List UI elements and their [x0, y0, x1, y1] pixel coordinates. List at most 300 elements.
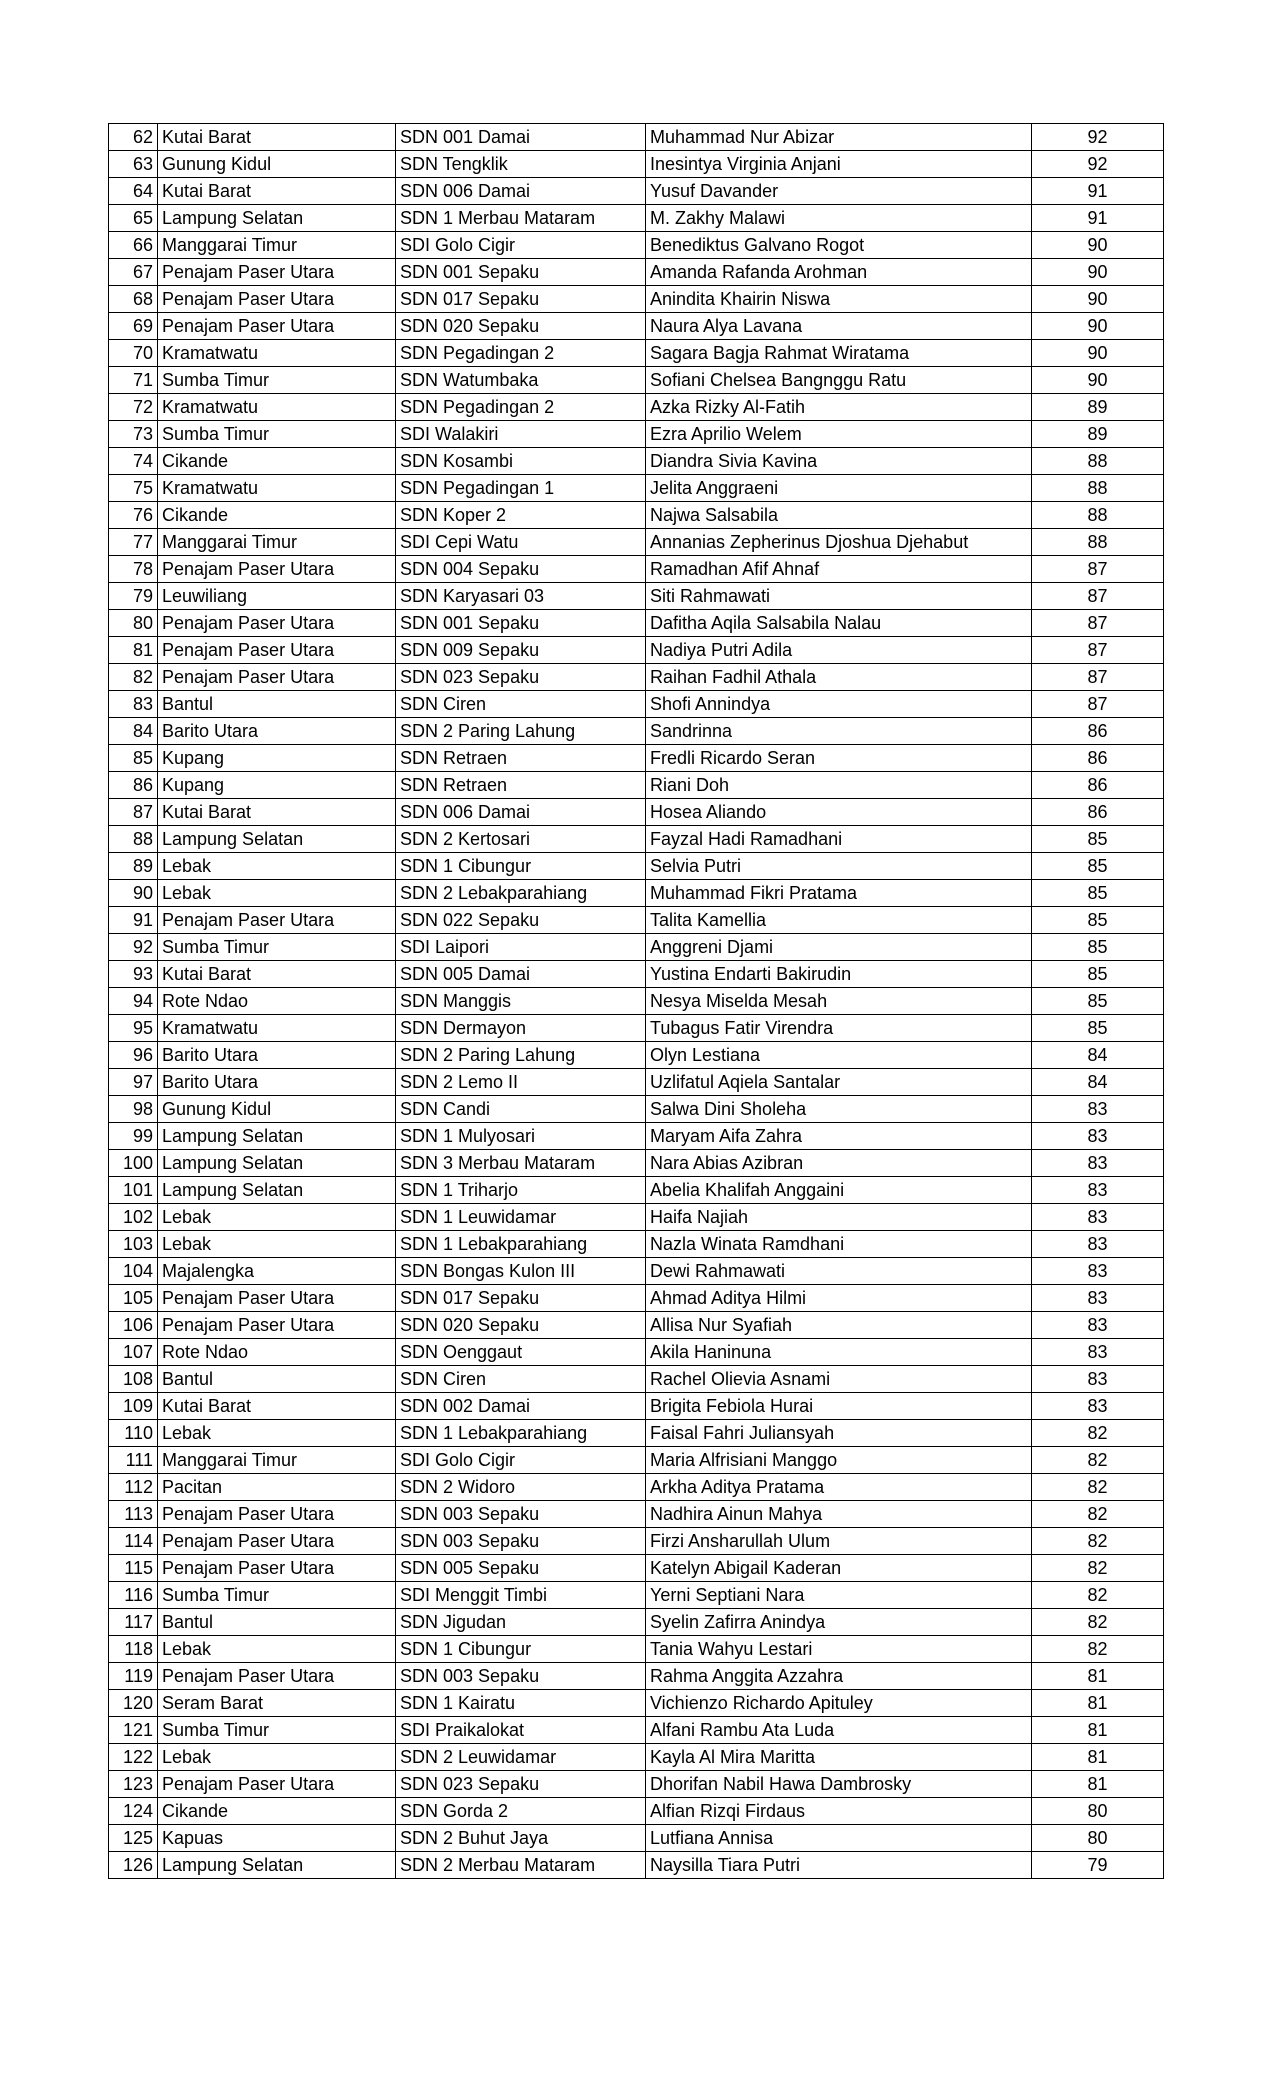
table-row	[109, 826, 1164, 853]
table-row	[109, 637, 1164, 664]
score-cell: 85	[1032, 880, 1164, 907]
score-cell: 87	[1032, 583, 1164, 610]
row-number: 87	[109, 799, 158, 826]
score-cell: 92	[1032, 151, 1164, 178]
table-row	[109, 1474, 1164, 1501]
student-name-cell: Nadhira Ainun Mahya	[646, 1501, 1032, 1528]
student-name-cell: Maria Alfrisiani Manggo	[646, 1447, 1032, 1474]
score-cell: 82	[1032, 1609, 1164, 1636]
student-name-cell: Lutfiana Annisa	[646, 1825, 1032, 1852]
school-cell: SDN 1 Kairatu	[396, 1690, 646, 1717]
table-row	[109, 961, 1164, 988]
score-cell: 83	[1032, 1285, 1164, 1312]
table-row	[109, 745, 1164, 772]
student-name-cell: Vichienzo Richardo Apituley	[646, 1690, 1032, 1717]
student-name-cell: Jelita Anggraeni	[646, 475, 1032, 502]
table-row	[109, 1501, 1164, 1528]
region-cell: Lebak	[158, 853, 396, 880]
region-cell: Penajam Paser Utara	[158, 1771, 396, 1798]
score-cell: 86	[1032, 799, 1164, 826]
score-cell: 90	[1032, 340, 1164, 367]
row-number: 102	[109, 1204, 158, 1231]
table-row	[109, 313, 1164, 340]
row-number: 111	[109, 1447, 158, 1474]
school-cell: SDN 1 Lebakparahiang	[396, 1231, 646, 1258]
row-number: 82	[109, 664, 158, 691]
row-number: 78	[109, 556, 158, 583]
score-cell: 83	[1032, 1096, 1164, 1123]
school-cell: SDI Praikalokat	[396, 1717, 646, 1744]
region-cell: Leuwiliang	[158, 583, 396, 610]
row-number: 104	[109, 1258, 158, 1285]
table-row	[109, 151, 1164, 178]
region-cell: Penajam Paser Utara	[158, 610, 396, 637]
table-row	[109, 853, 1164, 880]
row-number: 74	[109, 448, 158, 475]
region-cell: Kramatwatu	[158, 1015, 396, 1042]
region-cell: Gunung Kidul	[158, 1096, 396, 1123]
region-cell: Lampung Selatan	[158, 826, 396, 853]
table-row	[109, 502, 1164, 529]
table-row	[109, 1366, 1164, 1393]
score-cell: 85	[1032, 934, 1164, 961]
region-cell: Sumba Timur	[158, 367, 396, 394]
school-cell: SDN 006 Damai	[396, 799, 646, 826]
score-cell: 84	[1032, 1069, 1164, 1096]
region-cell: Barito Utara	[158, 1069, 396, 1096]
table-row	[109, 1123, 1164, 1150]
region-cell: Lampung Selatan	[158, 1123, 396, 1150]
school-cell: SDN 022 Sepaku	[396, 907, 646, 934]
school-cell: SDN 005 Damai	[396, 961, 646, 988]
row-number: 123	[109, 1771, 158, 1798]
student-name-cell: Katelyn Abigail Kaderan	[646, 1555, 1032, 1582]
table-row	[109, 1042, 1164, 1069]
score-cell: 88	[1032, 502, 1164, 529]
score-cell: 82	[1032, 1474, 1164, 1501]
region-cell: Cikande	[158, 448, 396, 475]
score-cell: 83	[1032, 1258, 1164, 1285]
school-cell: SDN 020 Sepaku	[396, 313, 646, 340]
school-cell: SDN 3 Merbau Mataram	[396, 1150, 646, 1177]
row-number: 68	[109, 286, 158, 313]
row-number: 115	[109, 1555, 158, 1582]
row-number: 97	[109, 1069, 158, 1096]
school-cell: SDN 2 Lebakparahiang	[396, 880, 646, 907]
score-cell: 82	[1032, 1501, 1164, 1528]
region-cell: Sumba Timur	[158, 1717, 396, 1744]
table-row	[109, 1258, 1164, 1285]
region-cell: Penajam Paser Utara	[158, 907, 396, 934]
row-number: 94	[109, 988, 158, 1015]
school-cell: SDN 003 Sepaku	[396, 1528, 646, 1555]
score-cell: 91	[1032, 205, 1164, 232]
student-name-cell: Inesintya Virginia Anjani	[646, 151, 1032, 178]
row-number: 116	[109, 1582, 158, 1609]
region-cell: Penajam Paser Utara	[158, 1285, 396, 1312]
school-cell: SDN 017 Sepaku	[396, 286, 646, 313]
row-number: 76	[109, 502, 158, 529]
region-cell: Penajam Paser Utara	[158, 664, 396, 691]
table-row	[109, 1636, 1164, 1663]
school-cell: SDN 004 Sepaku	[396, 556, 646, 583]
school-cell: SDN Pegadingan 2	[396, 394, 646, 421]
table-row	[109, 583, 1164, 610]
table-row	[109, 718, 1164, 745]
school-cell: SDN 003 Sepaku	[396, 1501, 646, 1528]
row-number: 117	[109, 1609, 158, 1636]
table-row	[109, 259, 1164, 286]
school-cell: SDN 002 Damai	[396, 1393, 646, 1420]
region-cell: Kupang	[158, 772, 396, 799]
table-row	[109, 421, 1164, 448]
table-row	[109, 340, 1164, 367]
score-cell: 86	[1032, 745, 1164, 772]
score-cell: 87	[1032, 637, 1164, 664]
student-name-cell: Tubagus Fatir Virendra	[646, 1015, 1032, 1042]
student-name-cell: Naysilla Tiara Putri	[646, 1852, 1032, 1879]
region-cell: Lampung Selatan	[158, 1177, 396, 1204]
region-cell: Lebak	[158, 1420, 396, 1447]
row-number: 83	[109, 691, 158, 718]
score-cell: 87	[1032, 691, 1164, 718]
table-row	[109, 988, 1164, 1015]
student-name-cell: Haifa Najiah	[646, 1204, 1032, 1231]
school-cell: SDN Manggis	[396, 988, 646, 1015]
school-cell: SDN Kosambi	[396, 448, 646, 475]
row-number: 86	[109, 772, 158, 799]
region-cell: Lebak	[158, 1744, 396, 1771]
table-row	[109, 610, 1164, 637]
score-cell: 84	[1032, 1042, 1164, 1069]
row-number: 101	[109, 1177, 158, 1204]
student-name-cell: Dewi Rahmawati	[646, 1258, 1032, 1285]
school-cell: SDN 2 Widoro	[396, 1474, 646, 1501]
student-name-cell: Brigita Febiola Hurai	[646, 1393, 1032, 1420]
table-row	[109, 475, 1164, 502]
student-name-cell: Arkha Aditya Pratama	[646, 1474, 1032, 1501]
student-name-cell: Ramadhan Afif Ahnaf	[646, 556, 1032, 583]
table-row	[109, 1420, 1164, 1447]
region-cell: Cikande	[158, 1798, 396, 1825]
table-row	[109, 1744, 1164, 1771]
school-cell: SDN Ciren	[396, 691, 646, 718]
row-number: 98	[109, 1096, 158, 1123]
row-number: 62	[109, 124, 158, 151]
student-name-cell: Sandrinna	[646, 718, 1032, 745]
row-number: 75	[109, 475, 158, 502]
region-cell: Sumba Timur	[158, 1582, 396, 1609]
region-cell: Kutai Barat	[158, 799, 396, 826]
school-cell: SDN Dermayon	[396, 1015, 646, 1042]
score-cell: 83	[1032, 1231, 1164, 1258]
school-cell: SDN 2 Kertosari	[396, 826, 646, 853]
student-name-cell: Olyn Lestiana	[646, 1042, 1032, 1069]
row-number: 66	[109, 232, 158, 259]
table-row	[109, 1150, 1164, 1177]
school-cell: SDN 1 Mulyosari	[396, 1123, 646, 1150]
student-name-cell: Ezra Aprilio Welem	[646, 421, 1032, 448]
table-row	[109, 1393, 1164, 1420]
region-cell: Bantul	[158, 691, 396, 718]
score-cell: 85	[1032, 1015, 1164, 1042]
student-name-cell: Azka Rizky Al-Fatih	[646, 394, 1032, 421]
row-number: 121	[109, 1717, 158, 1744]
region-cell: Rote Ndao	[158, 1339, 396, 1366]
school-cell: SDN Pegadingan 1	[396, 475, 646, 502]
row-number: 106	[109, 1312, 158, 1339]
table-row	[109, 124, 1164, 151]
row-number: 81	[109, 637, 158, 664]
region-cell: Kutai Barat	[158, 178, 396, 205]
table-row	[109, 907, 1164, 934]
score-cell: 83	[1032, 1312, 1164, 1339]
row-number: 93	[109, 961, 158, 988]
student-name-cell: Yerni Septiani Nara	[646, 1582, 1032, 1609]
student-name-cell: Maryam Aifa Zahra	[646, 1123, 1032, 1150]
table-row	[109, 934, 1164, 961]
region-cell: Kapuas	[158, 1825, 396, 1852]
student-name-cell: Raihan Fadhil Athala	[646, 664, 1032, 691]
row-number: 70	[109, 340, 158, 367]
student-name-cell: Amanda Rafanda Arohman	[646, 259, 1032, 286]
row-number: 84	[109, 718, 158, 745]
table-row	[109, 664, 1164, 691]
table-row	[109, 529, 1164, 556]
student-name-cell: Siti Rahmawati	[646, 583, 1032, 610]
student-name-cell: Dhorifan Nabil Hawa Dambrosky	[646, 1771, 1032, 1798]
school-cell: SDN Ciren	[396, 1366, 646, 1393]
school-cell: SDI Cepi Watu	[396, 529, 646, 556]
school-cell: SDN Tengklik	[396, 151, 646, 178]
row-number: 71	[109, 367, 158, 394]
region-cell: Kutai Barat	[158, 124, 396, 151]
row-number: 124	[109, 1798, 158, 1825]
table-row	[109, 448, 1164, 475]
row-number: 113	[109, 1501, 158, 1528]
student-name-cell: Ahmad Aditya Hilmi	[646, 1285, 1032, 1312]
row-number: 73	[109, 421, 158, 448]
student-name-cell: Nadiya Putri Adila	[646, 637, 1032, 664]
score-cell: 81	[1032, 1771, 1164, 1798]
region-cell: Penajam Paser Utara	[158, 286, 396, 313]
school-cell: SDN Pegadingan 2	[396, 340, 646, 367]
score-cell: 90	[1032, 367, 1164, 394]
school-cell: SDN 001 Sepaku	[396, 610, 646, 637]
row-number: 90	[109, 880, 158, 907]
school-cell: SDN 023 Sepaku	[396, 664, 646, 691]
school-cell: SDN 001 Damai	[396, 124, 646, 151]
table-row	[109, 1582, 1164, 1609]
table-row	[109, 1015, 1164, 1042]
score-cell: 82	[1032, 1582, 1164, 1609]
row-number: 114	[109, 1528, 158, 1555]
region-cell: Lebak	[158, 1204, 396, 1231]
school-cell: SDN 2 Leuwidamar	[396, 1744, 646, 1771]
student-name-cell: Annanias Zepherinus Djoshua Djehabut	[646, 529, 1032, 556]
student-name-cell: Firzi Ansharullah Ulum	[646, 1528, 1032, 1555]
student-name-cell: Nesya Miselda Mesah	[646, 988, 1032, 1015]
score-cell: 82	[1032, 1555, 1164, 1582]
score-cell: 82	[1032, 1447, 1164, 1474]
student-name-cell: Fayzal Hadi Ramadhani	[646, 826, 1032, 853]
score-cell: 82	[1032, 1420, 1164, 1447]
table-row	[109, 880, 1164, 907]
student-name-cell: Sagara Bagja Rahmat Wiratama	[646, 340, 1032, 367]
region-cell: Penajam Paser Utara	[158, 556, 396, 583]
score-cell: 83	[1032, 1393, 1164, 1420]
student-name-cell: Allisa Nur Syafiah	[646, 1312, 1032, 1339]
school-cell: SDN 017 Sepaku	[396, 1285, 646, 1312]
score-cell: 89	[1032, 394, 1164, 421]
row-number: 95	[109, 1015, 158, 1042]
table-row	[109, 1312, 1164, 1339]
school-cell: SDI Golo Cigir	[396, 1447, 646, 1474]
row-number: 69	[109, 313, 158, 340]
region-cell: Sumba Timur	[158, 421, 396, 448]
school-cell: SDN Retraen	[396, 745, 646, 772]
score-cell: 83	[1032, 1150, 1164, 1177]
student-name-cell: Abelia Khalifah Anggaini	[646, 1177, 1032, 1204]
score-cell: 83	[1032, 1204, 1164, 1231]
row-number: 85	[109, 745, 158, 772]
student-name-cell: Yustina Endarti Bakirudin	[646, 961, 1032, 988]
region-cell: Sumba Timur	[158, 934, 396, 961]
row-number: 79	[109, 583, 158, 610]
table-row	[109, 394, 1164, 421]
school-cell: SDN 1 Merbau Mataram	[396, 205, 646, 232]
student-name-cell: Salwa Dini Sholeha	[646, 1096, 1032, 1123]
region-cell: Seram Barat	[158, 1690, 396, 1717]
score-cell: 86	[1032, 718, 1164, 745]
score-cell: 88	[1032, 448, 1164, 475]
table-row	[109, 1690, 1164, 1717]
score-cell: 87	[1032, 610, 1164, 637]
row-number: 107	[109, 1339, 158, 1366]
school-cell: SDN 2 Lemo II	[396, 1069, 646, 1096]
row-number: 125	[109, 1825, 158, 1852]
school-cell: SDN 1 Triharjo	[396, 1177, 646, 1204]
score-cell: 90	[1032, 232, 1164, 259]
table-row	[109, 1447, 1164, 1474]
region-cell: Cikande	[158, 502, 396, 529]
score-cell: 85	[1032, 961, 1164, 988]
region-cell: Manggarai Timur	[158, 1447, 396, 1474]
region-cell: Penajam Paser Utara	[158, 259, 396, 286]
table-row	[109, 232, 1164, 259]
table-row	[109, 1285, 1164, 1312]
student-name-cell: Nazla Winata Ramdhani	[646, 1231, 1032, 1258]
region-cell: Lampung Selatan	[158, 205, 396, 232]
region-cell: Manggarai Timur	[158, 529, 396, 556]
school-cell: SDI Golo Cigir	[396, 232, 646, 259]
score-cell: 85	[1032, 907, 1164, 934]
region-cell: Barito Utara	[158, 1042, 396, 1069]
score-cell: 82	[1032, 1636, 1164, 1663]
table-row	[109, 1663, 1164, 1690]
results-table-body	[109, 124, 1164, 1879]
score-cell: 82	[1032, 1528, 1164, 1555]
row-number: 88	[109, 826, 158, 853]
table-row	[109, 1177, 1164, 1204]
region-cell: Kutai Barat	[158, 1393, 396, 1420]
school-cell: SDN Jigudan	[396, 1609, 646, 1636]
score-cell: 89	[1032, 421, 1164, 448]
student-name-cell: Alfian Rizqi Firdaus	[646, 1798, 1032, 1825]
table-row	[109, 691, 1164, 718]
student-name-cell: Uzlifatul Aqiela Santalar	[646, 1069, 1032, 1096]
table-row	[109, 1231, 1164, 1258]
student-name-cell: Anggreni Djami	[646, 934, 1032, 961]
row-number: 72	[109, 394, 158, 421]
table-row	[109, 1528, 1164, 1555]
student-name-cell: Nara Abias Azibran	[646, 1150, 1032, 1177]
region-cell: Pacitan	[158, 1474, 396, 1501]
table-row	[109, 1609, 1164, 1636]
student-name-cell: Akila Haninuna	[646, 1339, 1032, 1366]
student-name-cell: Selvia Putri	[646, 853, 1032, 880]
table-row	[109, 556, 1164, 583]
student-name-cell: Diandra Sivia Kavina	[646, 448, 1032, 475]
region-cell: Kramatwatu	[158, 475, 396, 502]
row-number: 110	[109, 1420, 158, 1447]
row-number: 89	[109, 853, 158, 880]
region-cell: Penajam Paser Utara	[158, 1663, 396, 1690]
score-cell: 85	[1032, 853, 1164, 880]
student-name-cell: Faisal Fahri Juliansyah	[646, 1420, 1032, 1447]
table-row	[109, 286, 1164, 313]
student-name-cell: Tania Wahyu Lestari	[646, 1636, 1032, 1663]
region-cell: Penajam Paser Utara	[158, 313, 396, 340]
student-name-cell: Muhammad Fikri Pratama	[646, 880, 1032, 907]
table-row	[109, 205, 1164, 232]
student-name-cell: M. Zakhy Malawi	[646, 205, 1032, 232]
school-cell: SDN 1 Cibungur	[396, 853, 646, 880]
region-cell: Kramatwatu	[158, 340, 396, 367]
student-name-cell: Alfani Rambu Ata Luda	[646, 1717, 1032, 1744]
table-row	[109, 1852, 1164, 1879]
row-number: 99	[109, 1123, 158, 1150]
school-cell: SDN Retraen	[396, 772, 646, 799]
row-number: 63	[109, 151, 158, 178]
row-number: 64	[109, 178, 158, 205]
school-cell: SDN Watumbaka	[396, 367, 646, 394]
region-cell: Gunung Kidul	[158, 151, 396, 178]
score-cell: 80	[1032, 1798, 1164, 1825]
score-cell: 81	[1032, 1717, 1164, 1744]
region-cell: Kupang	[158, 745, 396, 772]
school-cell: SDN 005 Sepaku	[396, 1555, 646, 1582]
school-cell: SDN 2 Buhut Jaya	[396, 1825, 646, 1852]
row-number: 126	[109, 1852, 158, 1879]
region-cell: Penajam Paser Utara	[158, 1528, 396, 1555]
score-cell: 90	[1032, 313, 1164, 340]
student-name-cell: Sofiani Chelsea Bangnggu Ratu	[646, 367, 1032, 394]
school-cell: SDN 006 Damai	[396, 178, 646, 205]
school-cell: SDN 023 Sepaku	[396, 1771, 646, 1798]
region-cell: Manggarai Timur	[158, 232, 396, 259]
school-cell: SDI Menggit Timbi	[396, 1582, 646, 1609]
student-name-cell: Syelin Zafirra Anindya	[646, 1609, 1032, 1636]
region-cell: Lampung Selatan	[158, 1852, 396, 1879]
row-number: 80	[109, 610, 158, 637]
student-name-cell: Rachel Olievia Asnami	[646, 1366, 1032, 1393]
row-number: 105	[109, 1285, 158, 1312]
row-number: 100	[109, 1150, 158, 1177]
school-cell: SDN Karyasari 03	[396, 583, 646, 610]
row-number: 118	[109, 1636, 158, 1663]
row-number: 103	[109, 1231, 158, 1258]
